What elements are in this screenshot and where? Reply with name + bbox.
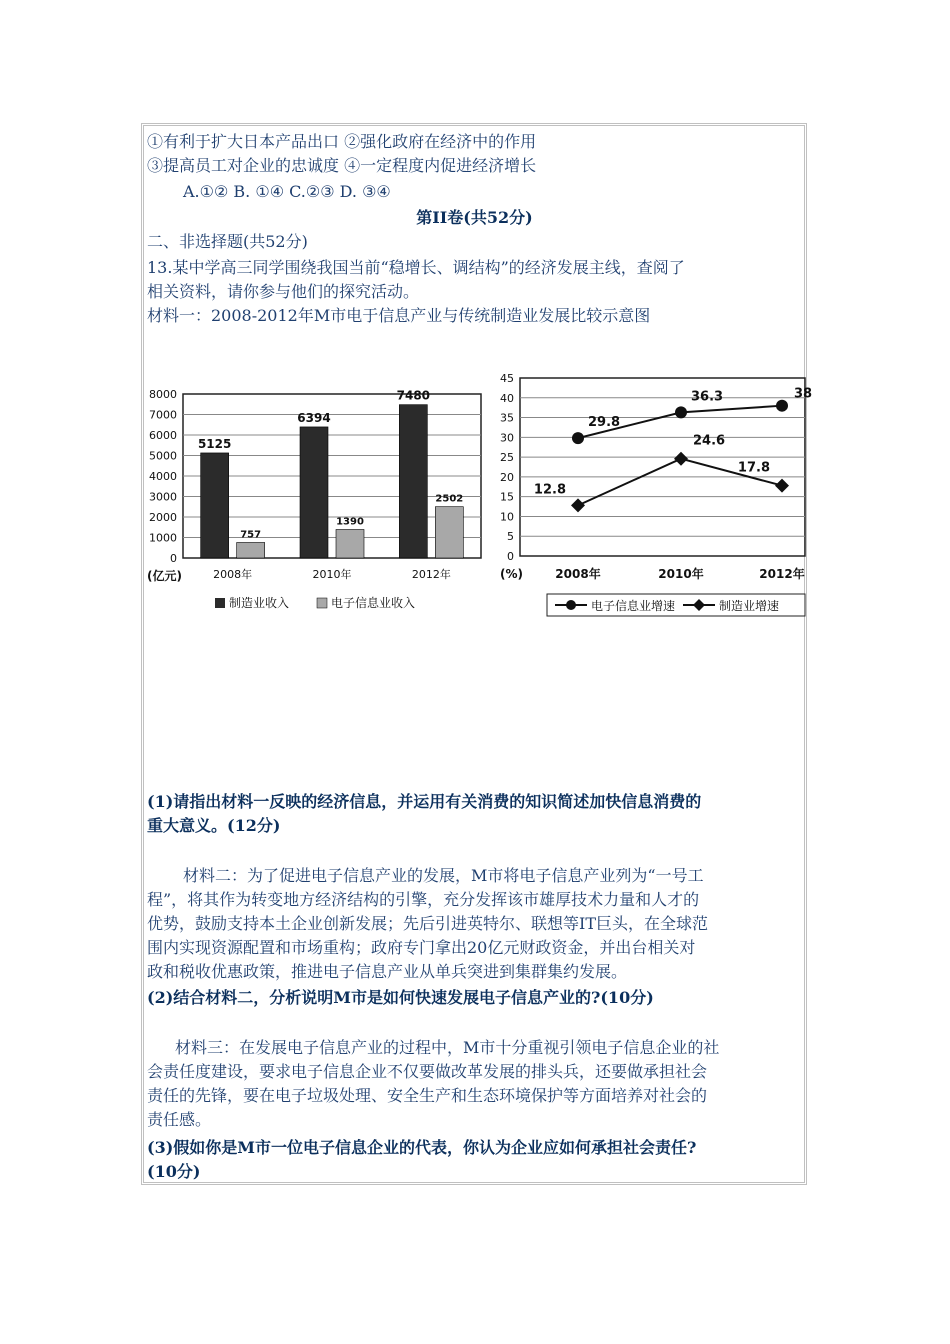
line-y-tick-label: 40 (500, 391, 514, 405)
options-line-2: ③提高员工对企业的忠诚度 ④一定程度内促进经济增长 (147, 156, 537, 175)
bar-y-tick-label: 4000 (149, 470, 177, 483)
line-point-manufacturing (674, 452, 688, 466)
line-x-tick-label: 2012年 (759, 567, 805, 581)
bar-value-label: 7480 (396, 388, 431, 403)
options-line-1: ①有利于扩大日本产品出口 ②强化政府在经济中的作用 (147, 132, 537, 151)
question-2: (2)结合材料二，分析说明M市是如何快速发展电子信息产业的?(10分) (147, 988, 654, 1007)
bar-value-label: 1390 (336, 516, 364, 528)
bar-x-tick-label: 2012年 (411, 568, 451, 581)
material-3-line-3: 责任的先锋，要在电子垃圾处理、安全生产和生态环境保护等方面培养对社会的 (147, 1086, 708, 1105)
material-3-line-1: 材料三：在发展电子信息产业的过程中，M市十分重视引领电子信息企业的社 (175, 1038, 720, 1057)
material-2-line-2: 程”，将其作为转变地方经济结构的引擎，充分发挥该市雄厚技术力量和人才的 (147, 890, 700, 909)
bar-y-tick-label: 5000 (149, 449, 177, 463)
legend-label-electronics-growth: 电子信息业增速 (591, 599, 676, 613)
question-1-line-1: (1)请指出材料一反映的经济信息，并运用有关消费的知识简述加快信息消费的 (147, 792, 702, 811)
bar-electronics (435, 507, 463, 558)
material-3-line-2: 会责任度建设，要求电子信息企业不仅要做改革发展的排头兵，还要做承担社会 (147, 1062, 708, 1081)
line-y-tick-label: 30 (500, 431, 514, 445)
bar-manufacturing (399, 405, 427, 558)
line-data-label: 12.8 (533, 482, 566, 498)
bar-x-tick-label: 2008年 (213, 568, 253, 581)
line-data-label: 24.6 (693, 433, 726, 449)
bar-manufacturing (300, 427, 328, 558)
line-y-tick-label: 5 (507, 530, 514, 544)
line-y-tick-label: 25 (500, 451, 514, 465)
material-1-title: 材料一：2008-2012年M市电于信息产业与传统制造业发展比较示意图 (147, 306, 651, 325)
bar-value-label: 5125 (197, 436, 232, 451)
line-y-axis-label: (%) (500, 567, 523, 581)
line-data-label: 29.8 (588, 415, 621, 431)
line-data-label: 38 (794, 386, 813, 402)
bar-manufacturing (201, 453, 229, 558)
bar-y-tick-label: 0 (170, 552, 177, 565)
line-x-tick-label: 2010年 (658, 567, 704, 581)
bar-electronics (336, 530, 364, 558)
line-y-tick-label: 45 (500, 372, 514, 385)
line-point-electronics (675, 406, 687, 418)
line-y-tick-label: 10 (500, 510, 514, 524)
legend-label-manufacturing-growth: 制造业增速 (719, 599, 780, 613)
line-point-manufacturing (775, 479, 789, 493)
line-y-tick-label: 20 (500, 470, 514, 484)
question-3-line-1: (3)假如你是M市一位电子信息企业的代表，你认为企业应如何承担社会责任? (147, 1138, 697, 1157)
material-2-line-1: 材料二：为了促进电子信息产业的发展，M市将电子信息产业列为“一号工 (183, 866, 704, 885)
legend-label-electronics: 电子信息业收入 (331, 596, 416, 610)
legend-label-manufacturing: 制造业收入 (229, 596, 290, 610)
material-2-line-5: 政和税收优惠政策，推进电子信息产业从单兵突进到集群集约发展。 (147, 962, 628, 981)
material-3-line-4: 责任感。 (147, 1110, 212, 1129)
line-data-label: 17.8 (737, 460, 770, 476)
bar-y-tick-label: 7000 (149, 408, 177, 422)
section-subtitle: 二、非选择题(共52分) (147, 232, 308, 251)
line-y-tick-label: 0 (507, 550, 514, 563)
line-y-tick-label: 35 (500, 411, 514, 425)
bar-y-tick-label: 8000 (149, 388, 177, 401)
bar-electronics (237, 542, 265, 558)
bar-y-tick-label: 1000 (149, 531, 177, 545)
section-title: 第II卷(共52分) (416, 208, 533, 227)
line-point-electronics (572, 432, 584, 444)
question-1-line-2: 重大意义。(12分) (147, 816, 281, 835)
bar-value-label: 757 (240, 529, 262, 541)
line-x-tick-label: 2008年 (555, 567, 601, 581)
line-y-tick-label: 15 (500, 490, 514, 504)
bar-y-tick-label: 3000 (149, 490, 177, 504)
bar-value-label: 6394 (297, 410, 331, 425)
bar-y-axis-label: (亿元) (147, 569, 182, 583)
bar-value-label: 2502 (435, 493, 464, 505)
bar-x-tick-label: 2010年 (312, 568, 352, 581)
legend-marker-electronics (566, 600, 576, 610)
choices-line: A.①② B. ①④ C.②③ D. ③④ (183, 182, 391, 201)
question-13-line-2: 相关资料，请你参与他们的探究活动。 (147, 282, 420, 301)
bar-y-tick-label: 6000 (149, 429, 177, 442)
line-point-electronics (776, 400, 788, 412)
line-point-manufacturing (571, 498, 585, 512)
question-13-line-1: 13.某中学高三同学围绕我国当前“稳增长、调结构”的经济发展主线，查阅了 (147, 258, 685, 277)
charts-figure (145, 372, 813, 624)
bar-y-tick-label: 2000 (149, 511, 177, 524)
legend-swatch-electronics (317, 598, 327, 608)
material-2-line-4: 围内实现资源配置和市场重构；政府专门拿出20亿元财政资金，并出台相关对 (147, 938, 696, 957)
question-3-line-2: (10分) (147, 1162, 201, 1181)
legend-swatch-manufacturing (215, 598, 225, 608)
material-2-line-3: 优势，鼓励支持本土企业创新发展；先后引进英特尔、联想等IT巨头，在全球范 (147, 914, 708, 933)
line-data-label: 36.3 (691, 389, 724, 405)
